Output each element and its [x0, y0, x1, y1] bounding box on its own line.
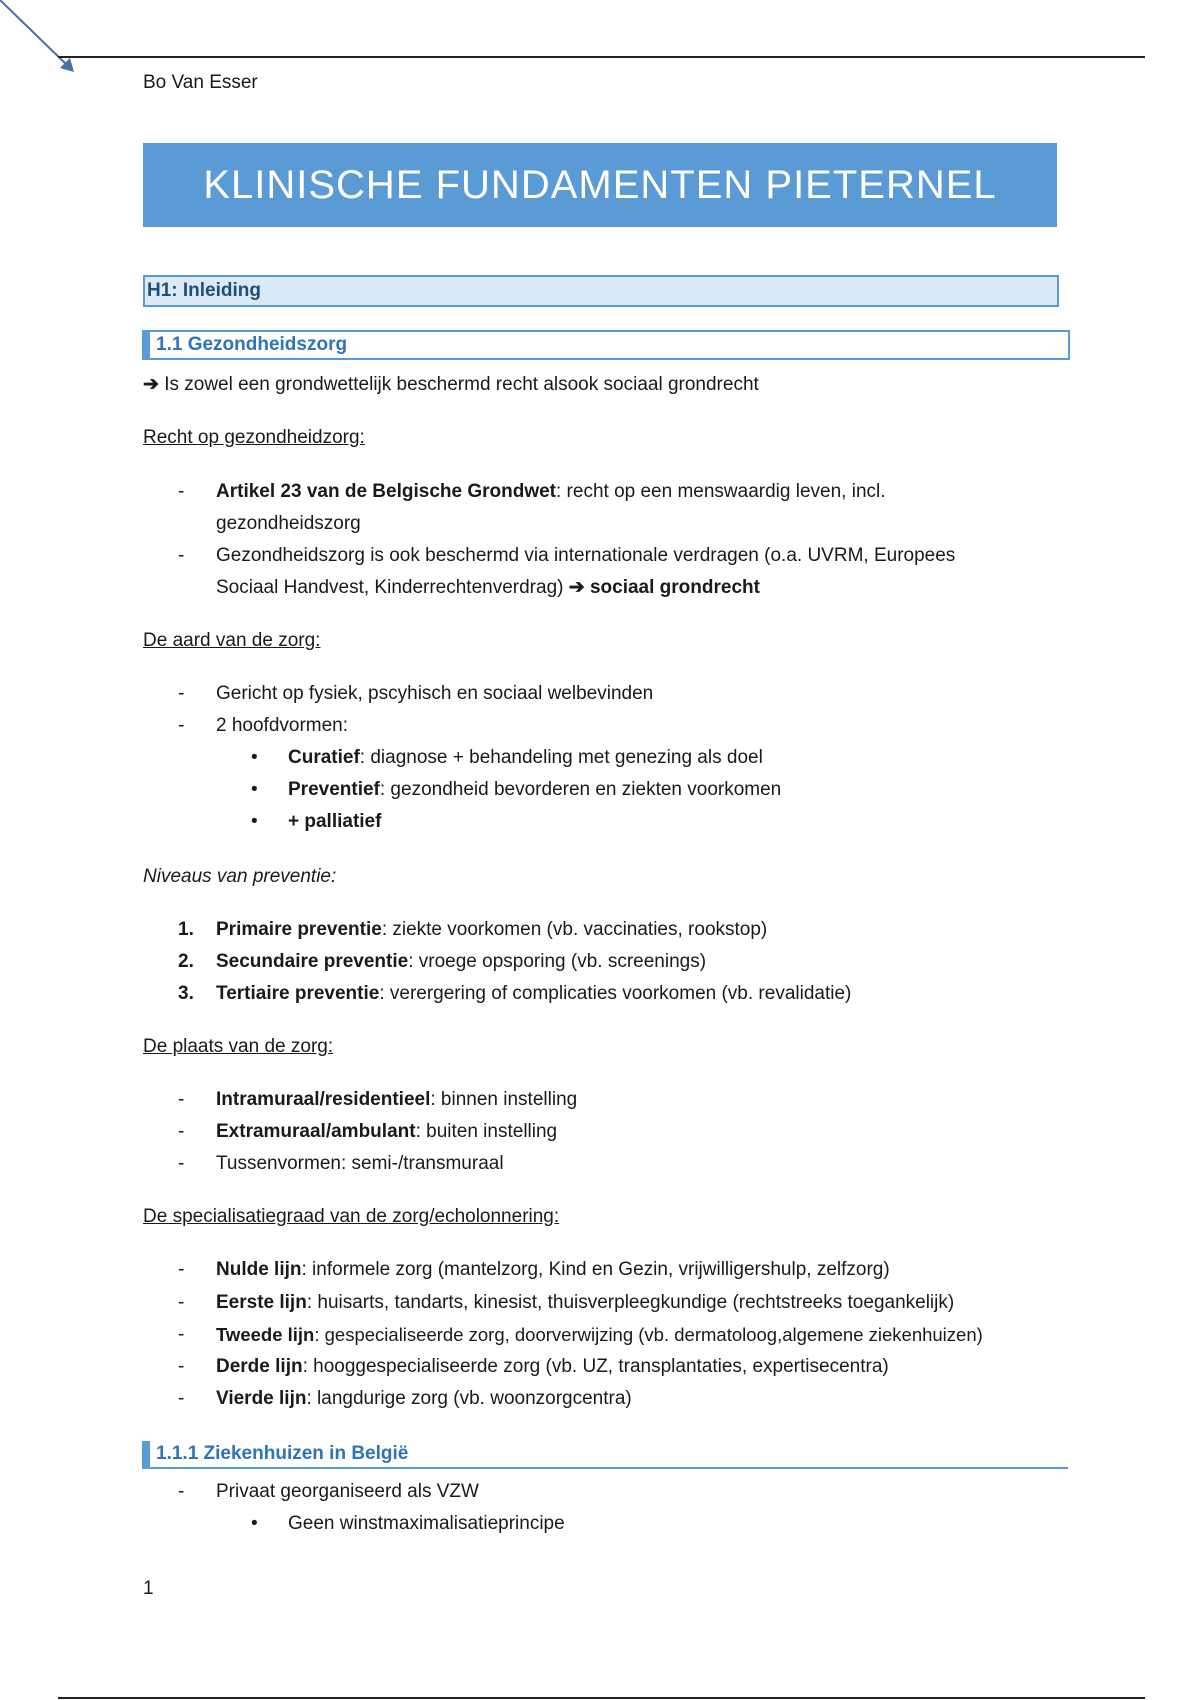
specialisatie-item-3: Tweede lijn: gespecialiseerde zorg, doorverwijzing (vb. dermatoloog,algemene ziekenhuizen): [216, 1324, 983, 1345]
preventie-item-1: Primaire preventie: ziekte voorkomen (vb. vaccinaties, rookstop): [216, 919, 768, 940]
footer-rule: [58, 1697, 1145, 1699]
specialisatie-item-1: Nulde lijn: informele zorg (mantelzorg, Kind en Gezin, vrijwilligershulp, zelfzorg): [216, 1259, 890, 1280]
arrow-icon: ➔: [563, 577, 590, 598]
heading-3: 1.1.1 Ziekenhuizen in België: [142, 1441, 1068, 1469]
dash-marker: -: [178, 1292, 185, 1313]
recht-item-1-cont: gezondheidszorg: [216, 513, 361, 534]
preventie-item-3: Tertiaire preventie: verergering of complicaties voorkomen (vb. revalidatie): [216, 983, 852, 1004]
recht-item-2-cont: Sociaal Handvest, Kinderrechtenverdrag) ➔ sociaal grondrecht: [216, 577, 760, 598]
aard-heading: De aard van de zorg:: [143, 630, 321, 651]
bullet-marker: •: [251, 747, 258, 768]
heading-1: H1: Inleiding: [143, 275, 1059, 307]
page-number: 1: [143, 1578, 154, 1599]
plaats-heading: De plaats van de zorg:: [143, 1036, 334, 1057]
recht-heading: Recht op gezondheidzorg:: [143, 427, 365, 448]
dash-marker: -: [178, 545, 185, 566]
header-rule: [58, 56, 1145, 58]
plaats-item-1: Intramuraal/residentieel: binnen instelling: [216, 1089, 578, 1110]
recht-item-2: Gezondheidszorg is ook beschermd via internationale verdragen (o.a. UVRM, Europees: [216, 545, 956, 566]
dash-marker: -: [178, 1153, 185, 1174]
aard-sub-2: Preventief: gezondheid bevorderen en ziekten voorkomen: [288, 779, 782, 800]
preventie-item-2: Secundaire preventie: vroege opsporing (vb. screenings): [216, 951, 707, 972]
dash-marker: -: [178, 1324, 185, 1345]
dash-marker: -: [178, 1259, 185, 1280]
recht-item-1: Artikel 23 van de Belgische Grondwet: recht op een menswaardig leven, incl.: [216, 481, 886, 502]
specialisatie-heading: De specialisatiegraad van de zorg/echolonnering:: [143, 1206, 560, 1227]
preventie-heading: Niveaus van preventie:: [143, 866, 337, 887]
bullet-marker: •: [251, 1513, 258, 1534]
aard-sub-3: + palliatief: [288, 811, 382, 832]
list-number: 2.: [178, 951, 194, 972]
bullet-marker: •: [251, 811, 258, 832]
plaats-item-2: Extramuraal/ambulant: buiten instelling: [216, 1121, 558, 1142]
plaats-item-3: Tussenvormen: semi-/transmuraal: [216, 1153, 504, 1174]
aard-item-1: Gericht op fysiek, pscyhisch en sociaal welbevinden: [216, 683, 654, 704]
dash-marker: -: [178, 1121, 185, 1142]
author-name: Bo Van Esser: [143, 72, 258, 93]
dash-marker: -: [178, 715, 185, 736]
list-number: 3.: [178, 983, 194, 1004]
dash-marker: -: [178, 1356, 185, 1377]
dash-marker: -: [178, 1481, 185, 1502]
heading-2: 1.1 Gezondheidszorg: [142, 330, 1070, 360]
aard-item-2: 2 hoofdvormen:: [216, 715, 349, 736]
dash-marker: -: [178, 481, 185, 502]
intro-line: ➔ Is zowel een grondwettelijk beschermd recht alsook sociaal grondrecht: [143, 374, 759, 395]
aard-sub-1: Curatief: diagnose + behandeling met genezing als doel: [288, 747, 763, 768]
document-title-banner: [143, 143, 1057, 227]
bullet-marker: •: [251, 779, 258, 800]
arrow-icon: ➔: [143, 374, 159, 395]
dash-marker: -: [178, 683, 185, 704]
corner-arrow-icon: [0, 0, 80, 80]
specialisatie-item-2: Eerste lijn: huisarts, tandarts, kinesist, thuisverpleegkundige (rechtstreeks toegankelijk): [216, 1292, 955, 1313]
dash-marker: -: [178, 1388, 185, 1409]
dash-marker: -: [178, 1089, 185, 1110]
specialisatie-item-4: Derde lijn: hooggespecialiseerde zorg (vb. UZ, transplantaties, expertisecentra): [216, 1356, 889, 1377]
specialisatie-item-5: Vierde lijn: langdurige zorg (vb. woonzorgcentra): [216, 1388, 632, 1409]
ziekenhuizen-sub: Geen winstmaximalisatieprincipe: [288, 1513, 565, 1534]
ziekenhuizen-item: Privaat georganiseerd als VZW: [216, 1481, 479, 1502]
list-number: 1.: [178, 919, 194, 940]
document-title: KLINISCHE FUNDAMENTEN PIETERNEL: [203, 162, 997, 207]
